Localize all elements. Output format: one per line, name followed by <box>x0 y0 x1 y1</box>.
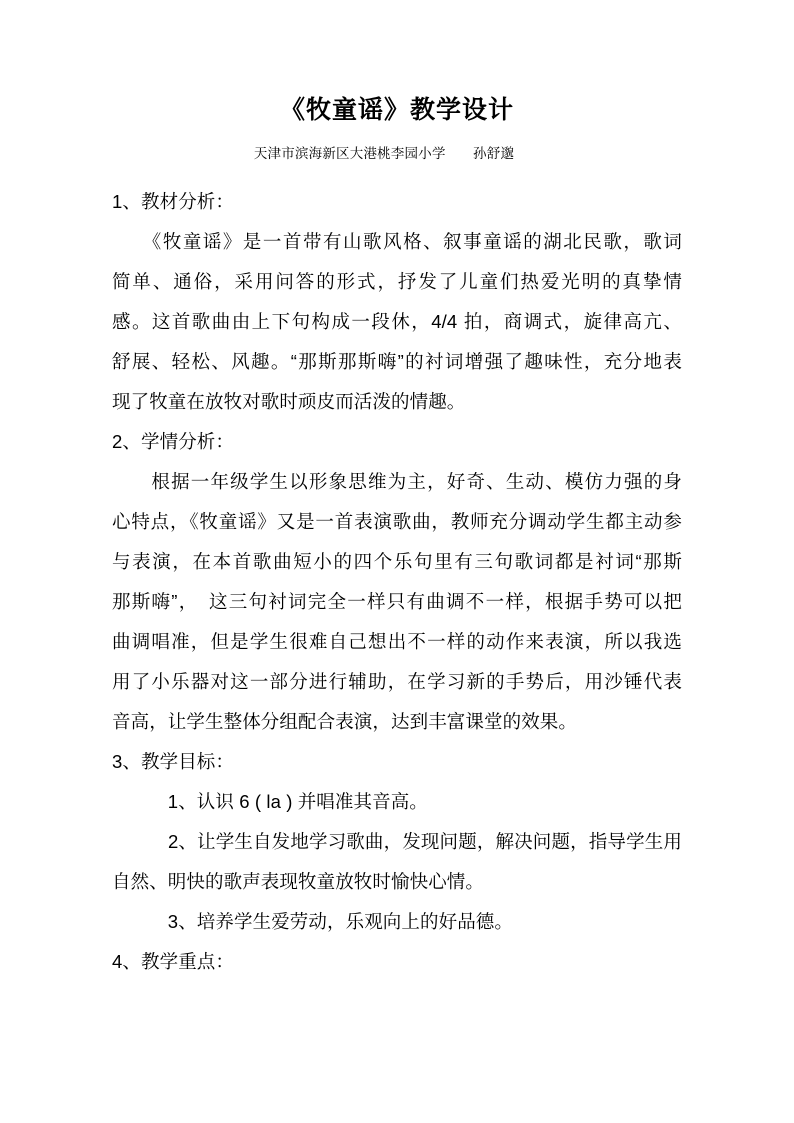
section-1-line-3: 感。这首歌曲由上下句构成一段休，4/4 拍，商调式，旋律高亢、 <box>112 311 682 332</box>
section-1-line-1: 《牧童谣》是一首带有山歌风格、叙事童谣的湖北民歌，歌词 <box>112 231 682 252</box>
section-heading-2: 2、学情分析： <box>112 431 234 452</box>
section-heading-1: 1、教材分析： <box>112 191 234 212</box>
section-heading-3: 3、教学目标： <box>112 751 234 772</box>
section-1-line-5: 现了牧童在放牧对歌时顽皮而活泼的情趣。 <box>112 391 466 412</box>
document-content <box>112 86 682 982</box>
page-title: 《牧童谣》教学设计 <box>279 96 514 124</box>
section-1-line-4: 舒展、轻松、风趣。“那斯那斯嗨”的衬词增强了趣味性，充分地表 <box>112 351 682 372</box>
author-byline: 天津市滨海新区大港桃李园小学 孙舒邈 <box>253 146 515 161</box>
section-2-line-5: 曲调唱准，但是学生很难自己想出不一样的动作来表演，所以我选 <box>112 631 682 652</box>
section-2-line-3: 与表演，在本首歌曲短小的四个乐句里有三句歌词都是衬词“那斯 <box>112 551 682 572</box>
section-3-item-1: 1、认识 6 ( la ) 并唱准其音高。 <box>112 791 428 812</box>
section-2-line-6: 用了小乐器对这一部分进行辅助，在学习新的手势后，用沙锤代表 <box>112 671 682 692</box>
section-2-line-7: 音高，让学生整体分组配合表演，达到丰富课堂的效果。 <box>112 711 578 732</box>
section-heading-4: 4、教学重点： <box>112 951 234 972</box>
section-3-item-2-cont: 自然、明快的歌声表现牧童放牧时愉快心情。 <box>112 871 485 892</box>
section-2-line-4: 那斯嗨”， 这三句衬词完全一样只有曲调不一样，根据手势可以把 <box>112 591 682 612</box>
section-3-item-2: 2、让学生自发地学习歌曲，发现问题，解决问题，指导学生用 <box>112 831 682 852</box>
document-body <box>112 182 682 982</box>
section-2-line-2: 心特点，《牧童谣》又是一首表演歌曲，教师充分调动学生都主动参 <box>112 511 682 532</box>
section-2-line-1: 根据一年级学生以形象思维为主，好奇、生动、模仿力强的身 <box>112 471 682 492</box>
section-3-item-3: 3、培养学生爱劳动，乐观向上的好品德。 <box>112 911 513 932</box>
section-1-line-2: 简单、通俗，采用问答的形式，抒发了儿童们热爱光明的真挚情 <box>112 271 682 292</box>
